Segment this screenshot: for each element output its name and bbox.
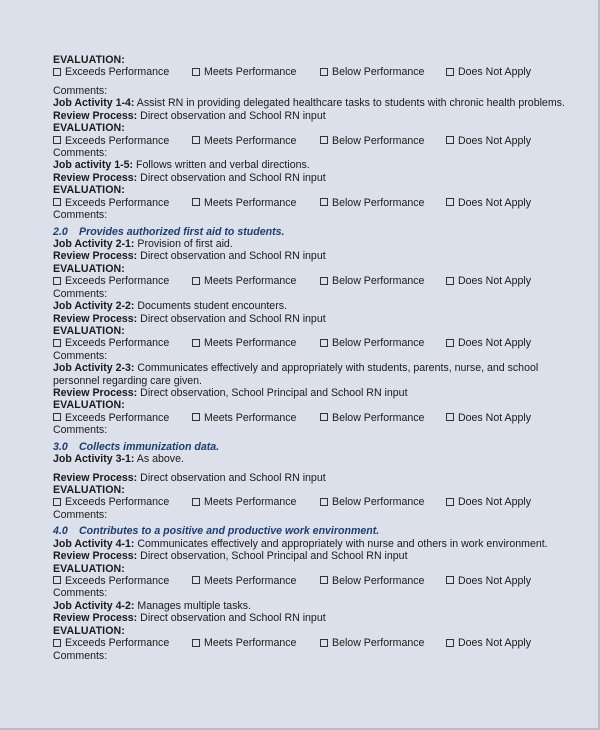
review-process: Review Process: Direct observation, School Principal and School RN input (53, 387, 408, 400)
checkbox-icon[interactable] (320, 576, 328, 584)
job-activity-2-1: Job Activity 2-1: Provision of first aid. (53, 237, 233, 250)
option-does-not-apply[interactable]: Does Not Apply (446, 135, 531, 147)
comments-label: Comments: (53, 287, 108, 300)
comments-label: Comments: (53, 587, 108, 600)
job-activity-1-5: Job activity 1-5: Follows written and verbal directions. (53, 159, 310, 172)
section-heading-4: 4.0 Contributes to a positive and productive work environment. (53, 525, 380, 538)
review-process: Review Process: Direct observation, School Principal and School RN input (53, 550, 408, 563)
job-activity-2-2: Job Activity 2-2: Documents student encounters. (53, 300, 287, 313)
checkbox-icon[interactable] (446, 68, 454, 76)
option-below[interactable]: Below Performance (320, 197, 424, 209)
review-process: Review Process: Direct observation and School RN input (53, 171, 326, 184)
checkbox-icon[interactable] (192, 576, 200, 584)
checkbox-icon[interactable] (320, 413, 328, 421)
option-meets[interactable]: Meets Performance (192, 575, 296, 587)
option-does-not-apply[interactable]: Does Not Apply (446, 337, 531, 349)
option-does-not-apply[interactable]: Does Not Apply (446, 637, 531, 649)
option-below[interactable]: Below Performance (320, 66, 424, 78)
review-process: Review Process: Direct observation and School RN input (53, 612, 326, 625)
option-below[interactable]: Below Performance (320, 637, 424, 649)
option-meets[interactable]: Meets Performance (192, 197, 296, 209)
checkbox-icon[interactable] (320, 639, 328, 647)
option-meets[interactable]: Meets Performance (192, 412, 296, 424)
checkbox-icon[interactable] (53, 198, 61, 206)
job-activity-4-1: Job Activity 4-1: Communicates effectively and appropriately with nurse and others in work environment. (53, 537, 548, 550)
review-process: Review Process: Direct observation and School RN input (53, 250, 326, 263)
evaluation-label: EVALUATION: (53, 184, 125, 197)
checkbox-icon[interactable] (192, 198, 200, 206)
option-does-not-apply[interactable]: Does Not Apply (446, 275, 531, 287)
option-exceeds[interactable]: Exceeds Performance (53, 575, 169, 587)
evaluation-label: EVALUATION: (53, 122, 125, 135)
option-meets[interactable]: Meets Performance (192, 66, 296, 78)
option-does-not-apply[interactable]: Does Not Apply (446, 575, 531, 587)
checkbox-icon[interactable] (192, 339, 200, 347)
checkbox-icon[interactable] (53, 277, 61, 285)
option-exceeds[interactable]: Exceeds Performance (53, 337, 169, 349)
option-does-not-apply[interactable]: Does Not Apply (446, 412, 531, 424)
option-exceeds[interactable]: Exceeds Performance (53, 66, 169, 78)
option-does-not-apply[interactable]: Does Not Apply (446, 197, 531, 209)
comments-label: Comments: (53, 649, 108, 662)
checkbox-icon[interactable] (446, 413, 454, 421)
checkbox-icon[interactable] (192, 498, 200, 506)
evaluation-label: EVALUATION: (53, 399, 125, 412)
section-heading-2: 2.0 Provides authorized first aid to students. (53, 225, 285, 238)
checkbox-icon[interactable] (320, 136, 328, 144)
option-meets[interactable]: Meets Performance (192, 135, 296, 147)
comments-label: Comments: (53, 424, 108, 437)
comments-label: Comments: (53, 508, 108, 521)
option-below[interactable]: Below Performance (320, 496, 424, 508)
checkbox-icon[interactable] (320, 198, 328, 206)
evaluation-options (53, 275, 573, 288)
job-activity-1-4: Job Activity 1-4: Assist RN in providing delegated healthcare tasks to students with chronic health problems. (53, 97, 565, 110)
evaluation-form (53, 54, 573, 662)
evaluation-options (53, 337, 573, 350)
option-meets[interactable]: Meets Performance (192, 637, 296, 649)
evaluation-label: EVALUATION: (53, 262, 125, 275)
evaluation-label: EVALUATION: (53, 54, 125, 66)
evaluation-label: EVALUATION: (53, 562, 125, 575)
review-process: Review Process: Direct observation and School RN input (53, 312, 326, 325)
section-heading-3: 3.0 Collects immunization data. (53, 440, 220, 453)
option-below[interactable]: Below Performance (320, 135, 424, 147)
option-exceeds[interactable]: Exceeds Performance (53, 412, 169, 424)
checkbox-icon[interactable] (320, 68, 328, 76)
checkbox-icon[interactable] (192, 639, 200, 647)
option-exceeds[interactable]: Exceeds Performance (53, 496, 169, 508)
checkbox-icon[interactable] (192, 277, 200, 285)
evaluation-options (53, 575, 573, 588)
checkbox-icon[interactable] (192, 136, 200, 144)
checkbox-icon[interactable] (192, 413, 200, 421)
option-below[interactable]: Below Performance (320, 412, 424, 424)
checkbox-icon[interactable] (446, 576, 454, 584)
evaluation-options (53, 197, 573, 210)
evaluation-label: EVALUATION: (53, 324, 125, 337)
checkbox-icon[interactable] (53, 136, 61, 144)
checkbox-icon[interactable] (53, 498, 61, 506)
checkbox-icon[interactable] (320, 498, 328, 506)
job-activity-2-3-continued: personnel regarding care given. (53, 374, 202, 387)
checkbox-icon[interactable] (53, 413, 61, 421)
option-exceeds[interactable]: Exceeds Performance (53, 637, 169, 649)
comments-label: Comments: (53, 349, 108, 362)
evaluation-options (53, 412, 573, 425)
checkbox-icon[interactable] (446, 136, 454, 144)
checkbox-icon[interactable] (446, 339, 454, 347)
option-exceeds[interactable]: Exceeds Performance (53, 275, 169, 287)
job-activity-3-1: Job Activity 3-1: As above. (53, 453, 184, 466)
checkbox-icon[interactable] (53, 339, 61, 347)
checkbox-icon[interactable] (446, 198, 454, 206)
checkbox-icon[interactable] (53, 576, 61, 584)
checkbox-icon[interactable] (53, 639, 61, 647)
comments-label: Comments: (53, 147, 108, 160)
evaluation-label: EVALUATION: (53, 624, 125, 637)
comments-label: Comments: (53, 84, 108, 97)
option-below[interactable]: Below Performance (320, 575, 424, 587)
option-exceeds[interactable]: Exceeds Performance (53, 135, 169, 147)
option-meets[interactable]: Meets Performance (192, 337, 296, 349)
option-below[interactable]: Below Performance (320, 275, 424, 287)
option-does-not-apply[interactable]: Does Not Apply (446, 496, 531, 508)
evaluation-label: EVALUATION: (53, 483, 125, 496)
evaluation-options (53, 66, 573, 79)
comments-label: Comments: (53, 209, 108, 222)
review-process: Review Process: Direct observation and School RN input (53, 471, 326, 484)
checkbox-icon[interactable] (446, 498, 454, 506)
evaluation-options (53, 135, 573, 148)
option-exceeds[interactable]: Exceeds Performance (53, 197, 169, 209)
checkbox-icon[interactable] (53, 68, 61, 76)
option-below[interactable]: Below Performance (320, 337, 424, 349)
checkbox-icon[interactable] (320, 339, 328, 347)
checkbox-icon[interactable] (446, 639, 454, 647)
option-does-not-apply[interactable]: Does Not Apply (446, 66, 531, 78)
evaluation-options (53, 637, 573, 650)
checkbox-icon[interactable] (192, 68, 200, 76)
option-meets[interactable]: Meets Performance (192, 496, 296, 508)
checkbox-icon[interactable] (446, 277, 454, 285)
evaluation-options (53, 496, 573, 509)
option-meets[interactable]: Meets Performance (192, 275, 296, 287)
job-activity-2-3: Job Activity 2-3: Communicates effectively and appropriately with students, parents, nurse, and school (53, 362, 539, 375)
review-process: Review Process: Direct observation and School RN input (53, 109, 326, 122)
checkbox-icon[interactable] (320, 277, 328, 285)
job-activity-4-2: Job Activity 4-2: Manages multiple tasks. (53, 599, 252, 612)
